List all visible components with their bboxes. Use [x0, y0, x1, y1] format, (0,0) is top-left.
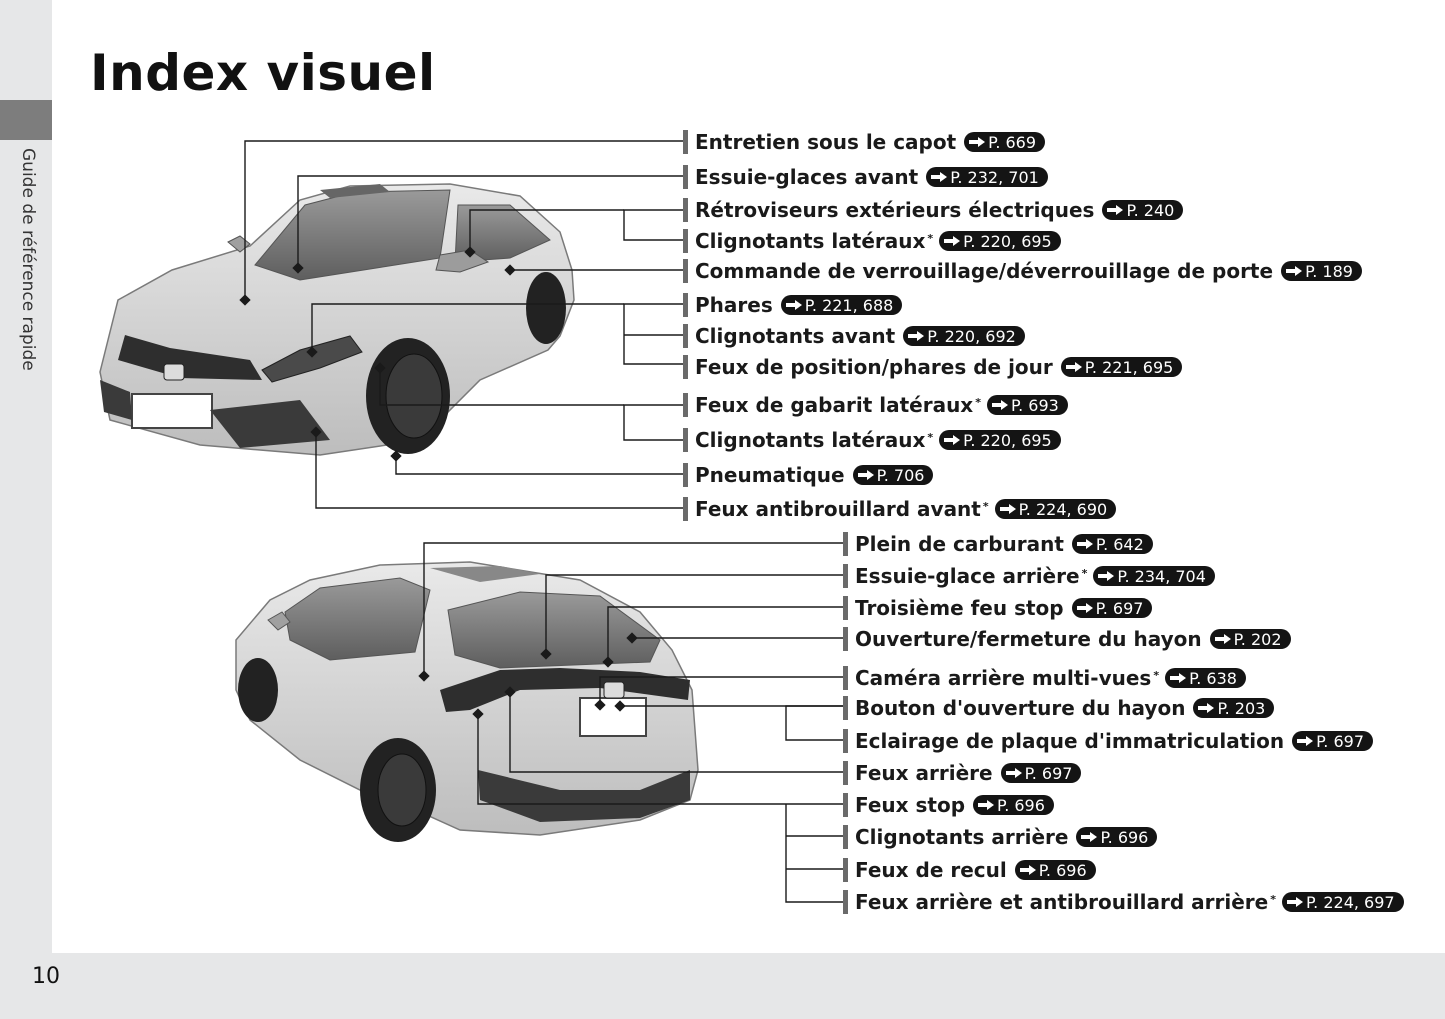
callout-side-marker-lights — [683, 391, 1068, 419]
page-ref-link[interactable]: P. 697 — [1001, 763, 1082, 783]
arrow-right-icon — [991, 399, 1009, 411]
callout-label: Clignotants latéraux — [695, 229, 926, 253]
arrow-right-icon — [1005, 767, 1023, 779]
page-number: 10 — [32, 964, 60, 989]
callout-label: Entretien sous le capot — [695, 130, 957, 154]
page-ref-link[interactable]: P. 224, 690 — [995, 499, 1117, 519]
callout-label: Phares — [695, 293, 773, 317]
arrow-right-icon — [1097, 570, 1115, 582]
page-ref-link[interactable]: P. 234, 704 — [1093, 566, 1215, 586]
callout-rear-fog-lights — [843, 888, 1404, 916]
callout-fuel-refill — [843, 530, 1153, 558]
callout-front-fog-lights — [683, 495, 1116, 523]
callout-side-turn-signals-fender — [683, 426, 1061, 454]
arrow-right-icon — [968, 136, 986, 148]
callout-rear-camera — [843, 664, 1246, 692]
arrow-right-icon — [977, 799, 995, 811]
page-ref-link[interactable]: P. 240 — [1102, 200, 1183, 220]
callout-headlights — [683, 291, 902, 319]
page-ref-link[interactable]: P. 696 — [1015, 860, 1096, 880]
callout-label: Rétroviseurs extérieurs électriques — [695, 198, 1095, 222]
callout-label: Troisième feu stop — [855, 596, 1064, 620]
page-ref-link[interactable]: P. 706 — [853, 465, 934, 485]
callout-label: Ouverture/fermeture du hayon — [855, 627, 1202, 651]
optional-marker: * — [1081, 566, 1088, 580]
page-ref-link[interactable]: P. 669 — [964, 132, 1045, 152]
page-ref-link[interactable]: P. 696 — [1076, 827, 1157, 847]
callout-tyre — [683, 461, 933, 489]
arrow-right-icon — [1019, 864, 1037, 876]
page-ref-link[interactable]: P. 232, 701 — [926, 167, 1048, 187]
page-ref-link[interactable]: P. 220, 695 — [939, 430, 1061, 450]
optional-marker: * — [1270, 892, 1276, 906]
arrow-right-icon — [1214, 633, 1232, 645]
arrow-right-icon — [1065, 361, 1083, 373]
callout-rear-turn-signals — [843, 823, 1157, 851]
page-ref-link[interactable]: P. 203 — [1193, 698, 1274, 718]
optional-marker: * — [982, 499, 989, 513]
arrow-right-icon — [1285, 265, 1303, 277]
callout-front-turn-signals — [683, 322, 1025, 350]
arrow-right-icon — [785, 299, 803, 311]
callout-door-lock — [683, 257, 1362, 285]
callout-brake-lights — [843, 791, 1054, 819]
page-ref-link[interactable]: P. 697 — [1072, 598, 1153, 618]
callout-label: Feux de position/phares de jour — [695, 355, 1053, 379]
page-title: Index visuel — [90, 44, 436, 102]
callout-label: Commande de verrouillage/déverrouillage de porte — [695, 259, 1274, 283]
page-ref-link[interactable]: P. 693 — [987, 395, 1068, 415]
optional-marker: * — [927, 430, 934, 444]
page-ref-link[interactable]: P. 220, 692 — [903, 326, 1025, 346]
page-ref-link[interactable]: P. 642 — [1072, 534, 1153, 554]
rear-car-illustration — [236, 562, 698, 842]
page-ref-link[interactable]: P. 221, 695 — [1061, 357, 1183, 377]
arrow-right-icon — [1286, 896, 1304, 908]
callout-label: Eclairage de plaque d'immatriculation — [855, 729, 1285, 753]
optional-marker: * — [975, 395, 981, 409]
page-ref-link[interactable]: P. 224, 697 — [1282, 892, 1404, 912]
section-side-label: Guide de référence rapide — [18, 148, 38, 371]
page-ref-link[interactable]: P. 221, 688 — [781, 295, 903, 315]
callout-label: Clignotants arrière — [855, 825, 1069, 849]
front-car-illustration — [100, 184, 574, 455]
optional-marker: * — [1153, 668, 1160, 682]
arrow-right-icon — [930, 171, 948, 183]
callout-label: Feux antibrouillard avant — [695, 497, 981, 521]
arrow-right-icon — [1106, 204, 1124, 216]
optional-marker: * — [927, 231, 934, 245]
callout-label: Pneumatique — [695, 463, 845, 487]
callout-side-turn-signals-mirror — [683, 227, 1061, 255]
callout-label: Feux de gabarit latéraux — [695, 393, 974, 417]
callout-front-wipers — [683, 163, 1048, 191]
callout-rear-wiper — [843, 562, 1215, 590]
arrow-right-icon — [1076, 602, 1094, 614]
callout-label: Feux de recul — [855, 858, 1007, 882]
arrow-right-icon — [1080, 831, 1098, 843]
arrow-right-icon — [999, 503, 1017, 515]
arrow-right-icon — [857, 469, 875, 481]
arrow-right-icon — [943, 434, 961, 446]
arrow-right-icon — [1169, 672, 1187, 684]
callout-label: Caméra arrière multi-vues — [855, 666, 1152, 690]
callout-label: Essuie-glace arrière — [855, 564, 1080, 588]
callout-tailgate-button — [843, 694, 1274, 722]
callout-engine-maintenance — [683, 128, 1045, 156]
callout-label: Clignotants latéraux — [695, 428, 926, 452]
callout-power-mirrors — [683, 196, 1183, 224]
callout-label: Feux arrière et antibrouillard arrière — [855, 890, 1269, 914]
page-ref-link[interactable]: P. 202 — [1210, 629, 1291, 649]
callout-tail-lights — [843, 759, 1081, 787]
callout-position-drl — [683, 353, 1182, 381]
callout-label: Feux arrière — [855, 761, 993, 785]
callout-label: Plein de carburant — [855, 532, 1064, 556]
page-ref-link[interactable]: P. 638 — [1165, 668, 1246, 688]
callout-tailgate-open-close — [843, 625, 1291, 653]
callout-third-brake-light — [843, 594, 1152, 622]
page-ref-link[interactable]: P. 697 — [1292, 731, 1373, 751]
page-ref-link[interactable]: P. 696 — [973, 795, 1054, 815]
page-ref-link[interactable]: P. 189 — [1281, 261, 1362, 281]
arrow-right-icon — [943, 235, 961, 247]
page-ref-link[interactable]: P. 220, 695 — [939, 231, 1061, 251]
callout-label: Essuie-glaces avant — [695, 165, 919, 189]
callout-label: Bouton d'ouverture du hayon — [855, 696, 1186, 720]
arrow-right-icon — [1076, 538, 1094, 550]
callout-reversing-lights — [843, 856, 1096, 884]
arrow-right-icon — [1296, 735, 1314, 747]
callout-label: Feux stop — [855, 793, 966, 817]
callout-license-plate-light — [843, 727, 1373, 755]
arrow-right-icon — [907, 330, 925, 342]
arrow-right-icon — [1197, 702, 1215, 714]
callout-label: Clignotants avant — [695, 324, 896, 348]
